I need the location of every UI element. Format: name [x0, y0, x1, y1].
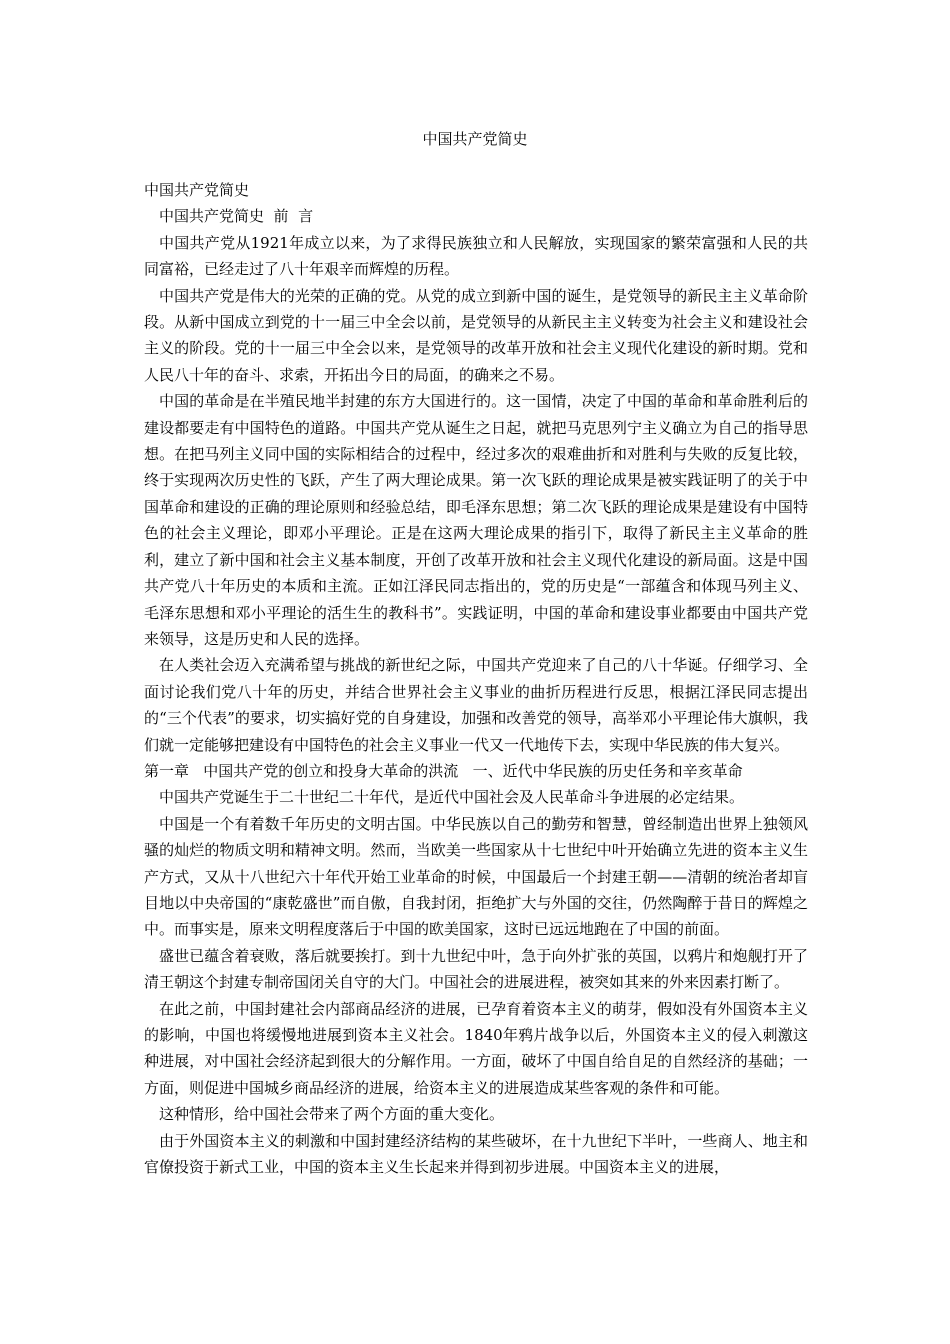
chapter-paragraph: 中国是一个有着数千年历史的文明古国。中华民族以自己的勤劳和智慧，曾经制造出世界上独领风骚的灿烂的物质文明和精神文明。然而，当欧美一些国家从十七世纪中叶开始确立先进的资本主义生产方式，又从十八世纪六十年代开始工业革命的时候，中国最后一个封建王朝——清朝的统治者却盲目地以中央帝国的“康乾盛世”而自傲，自我封闭，拒绝扩大与外国的交往，仍然陶醉于昔日的辉煌之中。而事实是，原来文明程度落后于中国的欧美国家，这时已远远地跑在了中国的前面。: [144, 814, 808, 939]
document-body: [144, 177, 808, 1180]
chapter-paragraph: 盛世已蕴含着衰败，落后就要挨打。到十九世纪中叶，急于向外扩张的英国，以鸦片和炮舰打开了清王朝这个封建专制帝国闭关自守的大门。中国社会的进展进程，被突如其来的外来因素打断了。: [144, 946, 808, 992]
chapter-paragraph: 由于外国资本主义的刺激和中国封建经济结构的某些破坏，在十九世纪下半叶，一些商人、地主和官僚投资于新式工业，中国的资本主义生长起来并得到初步进展。中国资本主义的进展，: [144, 1131, 808, 1177]
chapter-heading: 第一章 中国共产党的创立和投身大革命的洪流 一、近代中华民族的历史任务和辛亥革命: [144, 761, 743, 780]
preface-paragraph: 中国的革命是在半殖民地半封建的东方大国进行的。这一国情，决定了中国的革命和革命胜利后的建设都要走有中国特色的道路。中国共产党从诞生之日起，就把马克思列宁主义确立为自己的指导思想。在把马列主义同中国的实际相结合的过程中，经过多次的艰难曲折和对胜利与失败的反复比较，终于实现两次历史性的飞跃，产生了两大理论成果。第一次飞跃的理论成果是被实践证明了的关于中国革命和建设的正确的理论原则和经验总结，即毛泽东思想；第二次飞跃的理论成果是建设有中国特色的社会主义理论，即邓小平理论。正是在这两大理论成果的指引下，取得了新民主主义革命的胜利，建立了新中国和社会主义基本制度，开创了改革开放和社会主义现代化建设的新局面。这是中国共产党八十年历史的本质和主流。正如江泽民同志指出的，党的历史是“一部蕴含和体现马列主义、毛泽东思想和邓小平理论的活生生的教科书”。实践证明，中国的革命和建设事业都要由中国共产党来领导，这是历史和人民的选择。: [144, 392, 808, 648]
chapter-paragraph: 中国共产党诞生于二十世纪二十年代，是近代中国社会及人民革命斗争进展的必定结果。: [159, 788, 745, 807]
document-title: 中国共产党简史: [422, 130, 528, 148]
chapter-paragraph: 这种情形，给中国社会带来了两个方面的重大变化。: [159, 1105, 505, 1124]
chapter-paragraph: 在此之前，中国封建社会内部商品经济的进展，已孕育着资本主义的萌芽，假如没有外国资本主义的影响，中国也将缓慢地进展到资本主义社会。1840年鸦片战争以后，外国资本主义的侵入刺激这种进展，对中国社会经济起到很大的分解作用。一方面，破坏了中国自给自足的自然经济的基础；一方面，则促进中国城乡商品经济的进展，给资本主义的进展造成某些客观的条件和可能。: [144, 999, 808, 1097]
preface-paragraph: 在人类社会迈入充满希望与挑战的新世纪之际，中国共产党迎来了自己的八十华诞。仔细学习、全面讨论我们党八十年的历史，并结合世界社会主义事业的曲折历程进行反思，根据江泽民同志提出的“三个代表”的要求，切实搞好党的自身建设，加强和改善党的领导，高举邓小平理论伟大旗帜，我们就一定能够把建设有中国特色的社会主义事业一代又一代地传下去，实现中华民族的伟大复兴。: [144, 656, 808, 754]
document-subtitle: 中国共产党简史: [144, 181, 250, 199]
preface-heading: 中国共产党简史 前 言: [159, 207, 314, 226]
preface-paragraph: 中国共产党从1921年成立以来，为了求得民族独立和人民解放，实现国家的繁荣富强和人民的共同富裕，已经走过了八十年艰辛而辉煌的历程。: [144, 233, 808, 279]
preface-paragraph: 中国共产党是伟大的光荣的正确的党。从党的成立到新中国的诞生，是党领导的新民主主义革命阶段。从新中国成立到党的十一届三中全会以前，是党领导的从新民主主义转变为社会主义和建设社会主义的阶段。党的十一届三中全会以来，是党领导的改革开放和社会主义现代化建设的新时期。党和人民八十年的奋斗、求索，开拓出今日的局面，的确来之不易。: [144, 286, 808, 384]
